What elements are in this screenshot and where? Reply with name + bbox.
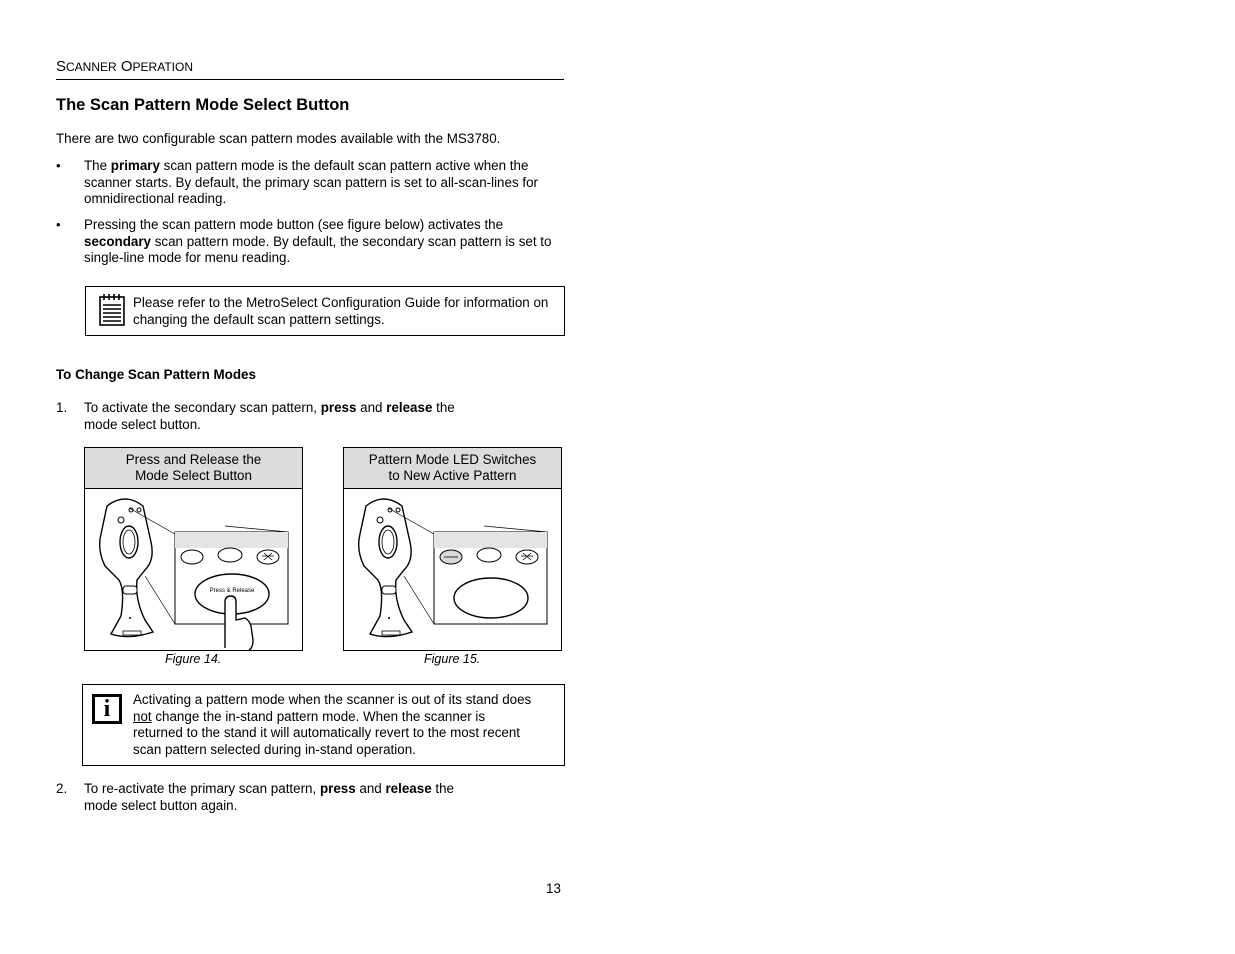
figure-14: [84, 447, 303, 651]
note-text: Please refer to the MetroSelect Configuration Guide for information on changing the default scan pattern settings.: [133, 295, 549, 327]
step-number: 1.: [56, 400, 68, 415]
intro-text: There are two configurable scan pattern modes available with the MS3780.: [56, 131, 501, 146]
info-note-box: [82, 684, 565, 766]
step-1-text: To activate the secondary scan pattern, press and release the mode select button.: [84, 400, 455, 432]
bullet-item-primary: The primary scan pattern mode is the default scan pattern active when the scanner starts. By default, the primary scan pattern is set to all-scan-lines for omnidirectional reading.: [84, 158, 538, 206]
bullet-marker: •: [56, 217, 61, 232]
page-number: 13: [546, 881, 561, 896]
notepad-icon: [98, 293, 126, 327]
page-title: The Scan Pattern Mode Select Button: [56, 96, 350, 114]
info-icon: i: [92, 694, 122, 724]
info-note-text: Activating a pattern mode when the scanner is out of its stand does not change the in-stand pattern mode. When the scanner is returned to the stand it will automatically revert to the most recent scan pattern selected during in-stand operation.: [133, 692, 532, 757]
figure-caption: Press and Release the Mode Select Button: [85, 448, 302, 489]
step-2-text: To re-activate the primary scan pattern, press and release the mode select button again.: [84, 781, 454, 813]
press-release-label: Press & Release: [209, 588, 255, 594]
section-header: SCANNER OPERATION: [56, 57, 564, 80]
bullet-marker: •: [56, 158, 61, 173]
bullet-item-secondary: Pressing the scan pattern mode button (see figure below) activates the secondary scan pattern mode. By default, the secondary scan pattern is set to single-line mode for menu reading.: [84, 217, 552, 265]
figure-label: Figure 14.: [165, 652, 222, 666]
step-number: 2.: [56, 781, 68, 796]
figure-15: [343, 447, 562, 651]
figure-caption: Pattern Mode LED Switches to New Active Pattern: [344, 448, 561, 489]
subheading: To Change Scan Pattern Modes: [56, 367, 256, 382]
note-box: [85, 286, 565, 336]
scanner-led-illustration: [344, 490, 561, 650]
figure-label: Figure 15.: [424, 652, 481, 666]
scanner-press-illustration: [85, 490, 302, 650]
